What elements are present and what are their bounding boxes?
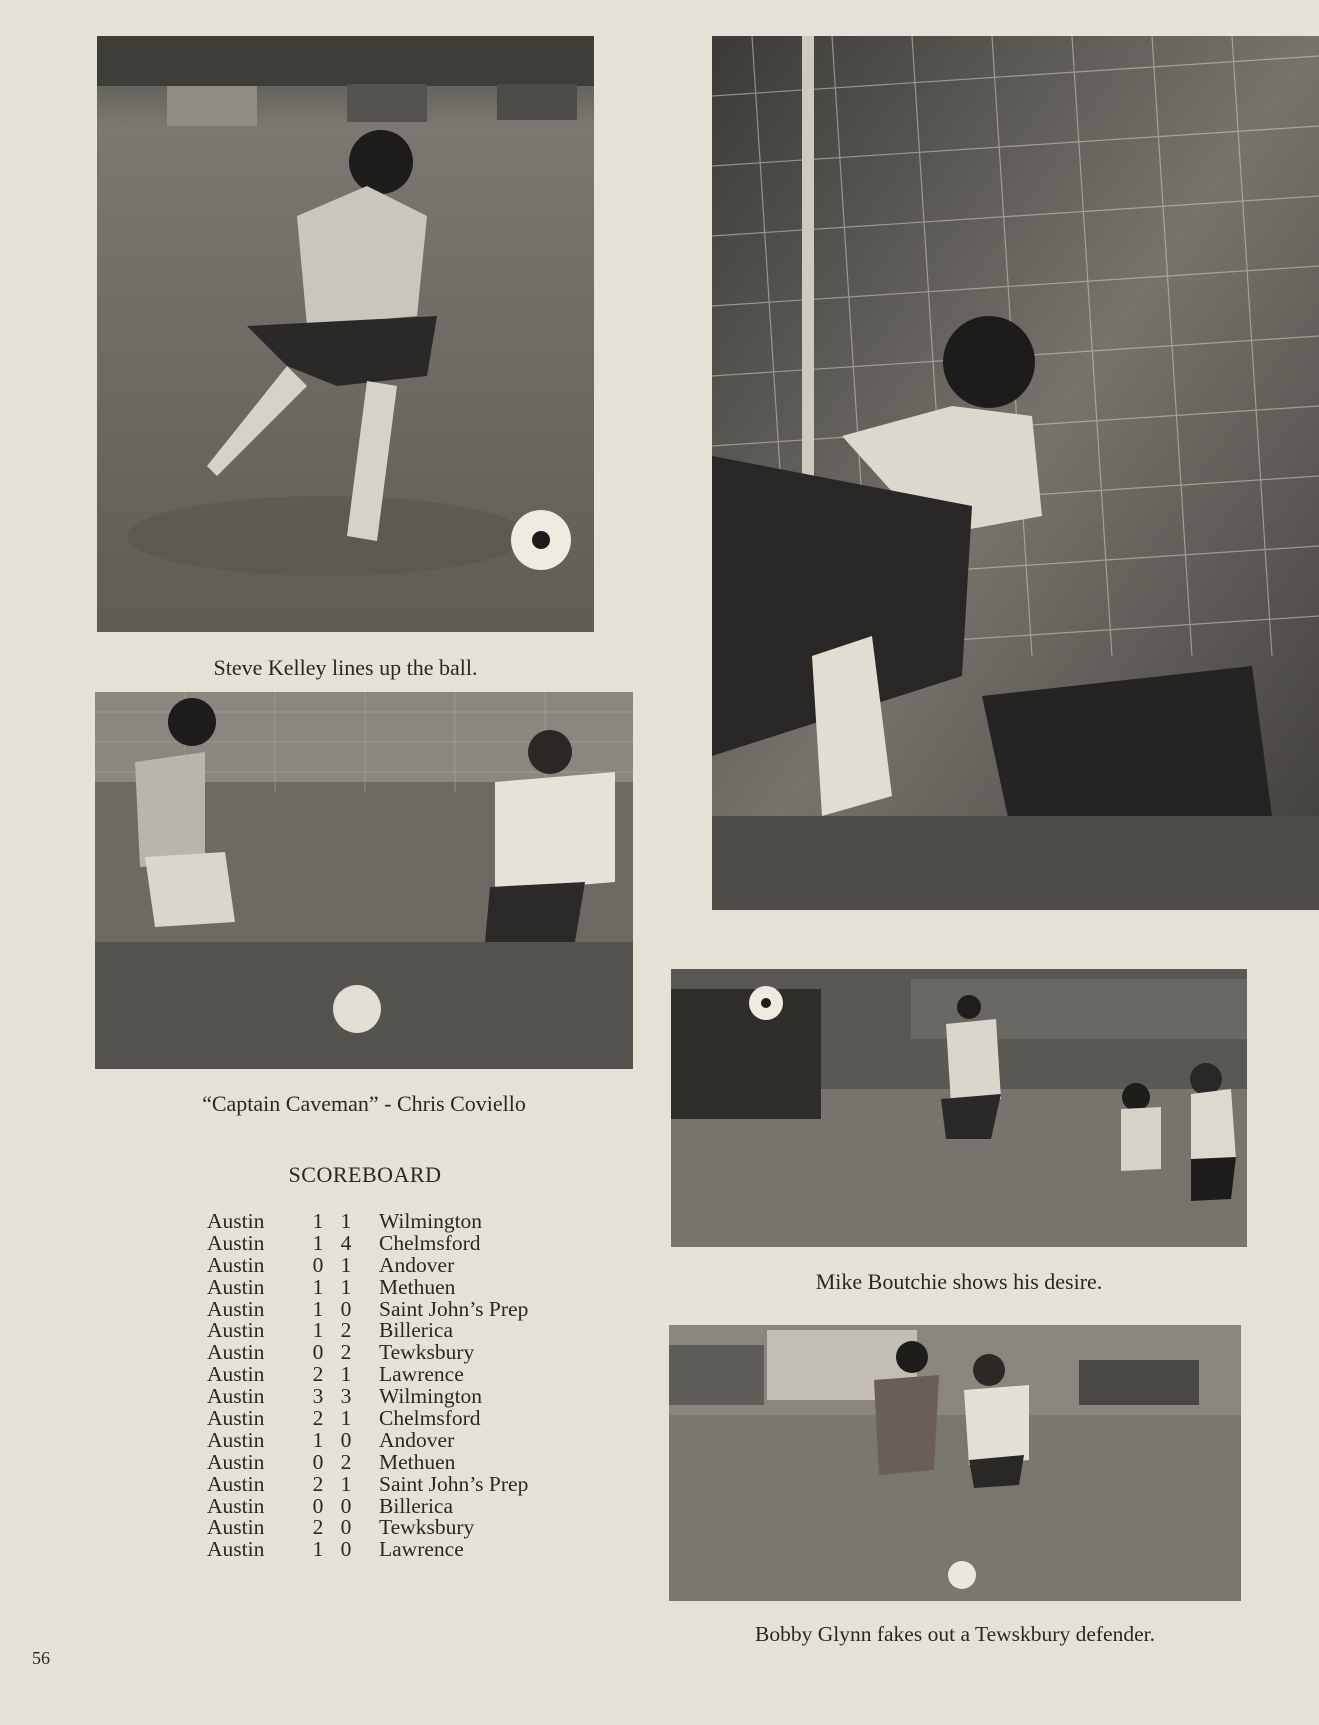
scoreboard-row	[207, 1408, 607, 1430]
scoreboard-score-opponent: 3	[340, 1384, 352, 1409]
scoreboard-opponent: Chelmsford	[379, 1406, 481, 1431]
caption-mike-boutchie: Mike Boutchie shows his desire.	[815, 1269, 1103, 1294]
scoreboard-row	[207, 1427, 607, 1452]
scoreboard-opponent: Methuen	[379, 1274, 456, 1299]
scoreboard-opponent: Wilmington	[379, 1384, 483, 1409]
scoreboard-score-opponent: 1	[340, 1406, 352, 1431]
scoreboard-team: Austin	[207, 1493, 265, 1518]
scoreboard-title: SCOREBOARD	[288, 1162, 442, 1187]
scoreboard-score-austin: 2	[312, 1515, 324, 1540]
scoreboard-table	[207, 1211, 607, 1561]
scoreboard-score-austin: 3	[312, 1384, 324, 1409]
scoreboard-opponent: Saint John’s Prep	[379, 1471, 529, 1496]
scoreboard-opponent: Billerica	[379, 1493, 454, 1518]
photo-mike-boutchie	[671, 969, 1247, 1247]
scoreboard-score-austin: 1	[312, 1318, 324, 1343]
scoreboard-team: Austin	[207, 1384, 265, 1409]
scoreboard-score-opponent: 2	[340, 1340, 352, 1365]
scoreboard-score-opponent: 0	[340, 1296, 352, 1321]
page-number: 56	[32, 1648, 50, 1668]
scoreboard-row	[207, 1471, 607, 1496]
scoreboard-score-opponent: 0	[340, 1515, 352, 1540]
scoreboard-score-austin: 0	[312, 1252, 324, 1277]
scoreboard-team: Austin	[207, 1515, 265, 1540]
scoreboard-opponent: Tewksbury	[379, 1340, 475, 1365]
scoreboard-score-austin: 1	[312, 1274, 324, 1299]
scoreboard-team: Austin	[207, 1230, 265, 1255]
scoreboard-score-austin: 2	[312, 1362, 324, 1387]
scoreboard-row	[207, 1386, 607, 1408]
scoreboard-score-austin: 1	[312, 1427, 324, 1452]
scoreboard-row	[207, 1230, 607, 1255]
caption-bobby-glynn: Bobby Glynn fakes out a Tewskbury defender.	[755, 1622, 1155, 1646]
scoreboard-team: Austin	[207, 1362, 265, 1387]
scoreboard-opponent: Andover	[379, 1252, 455, 1277]
scoreboard-opponent: Lawrence	[379, 1537, 464, 1562]
photo-goalie-save	[712, 36, 1319, 910]
scoreboard-team: Austin	[207, 1449, 265, 1474]
scoreboard-score-opponent: 1	[340, 1471, 352, 1496]
scoreboard-team: Austin	[207, 1252, 265, 1277]
caption-chris-coviello: “Captain Caveman” - Chris Coviello	[202, 1091, 526, 1116]
scoreboard-team: Austin	[207, 1340, 265, 1365]
scoreboard-row	[207, 1517, 607, 1539]
scoreboard-row	[207, 1211, 607, 1233]
photo-chris-coviello	[95, 692, 633, 1069]
scoreboard-row	[207, 1493, 607, 1518]
scoreboard-score-austin: 0	[312, 1340, 324, 1365]
scoreboard-opponent: Tewksbury	[379, 1515, 475, 1540]
scoreboard-score-opponent: 1	[340, 1252, 352, 1277]
scoreboard-score-austin: 1	[312, 1230, 324, 1255]
scoreboard-score-opponent: 1	[340, 1362, 352, 1387]
scoreboard-row	[207, 1449, 607, 1474]
scoreboard-score-austin: 0	[312, 1449, 324, 1474]
scoreboard-score-austin: 1	[312, 1209, 324, 1233]
scoreboard-score-austin: 2	[312, 1471, 324, 1496]
scoreboard-team: Austin	[207, 1296, 265, 1321]
scoreboard-score-opponent: 2	[340, 1318, 352, 1343]
scoreboard-row	[207, 1364, 607, 1386]
scoreboard-score-austin: 1	[312, 1537, 324, 1562]
scoreboard-row	[207, 1342, 607, 1364]
scoreboard-score-opponent: 0	[340, 1537, 352, 1562]
scoreboard-opponent: Methuen	[379, 1449, 456, 1474]
scoreboard-score-opponent: 2	[340, 1449, 352, 1474]
scoreboard-team: Austin	[207, 1471, 265, 1496]
scoreboard-row	[207, 1252, 607, 1277]
scoreboard-opponent: Saint John’s Prep	[379, 1296, 529, 1321]
scoreboard-team: Austin	[207, 1427, 265, 1452]
scoreboard-score-austin: 1	[312, 1296, 324, 1321]
scoreboard-opponent: Andover	[379, 1427, 455, 1452]
scoreboard-score-opponent: 4	[340, 1230, 352, 1255]
scoreboard-team: Austin	[207, 1537, 265, 1562]
scoreboard-score-opponent: 0	[340, 1427, 352, 1452]
scoreboard-team: Austin	[207, 1274, 265, 1299]
scoreboard-row	[207, 1320, 607, 1342]
scoreboard-team: Austin	[207, 1209, 265, 1233]
scoreboard-score-austin: 0	[312, 1493, 324, 1518]
scoreboard-row	[207, 1274, 607, 1299]
scoreboard-opponent: Wilmington	[379, 1209, 483, 1233]
scoreboard-team: Austin	[207, 1318, 265, 1343]
scoreboard-score-opponent: 1	[340, 1274, 352, 1299]
scoreboard-row	[207, 1539, 607, 1561]
scoreboard-opponent: Chelmsford	[379, 1230, 481, 1255]
scoreboard-score-austin: 2	[312, 1406, 324, 1431]
scoreboard-score-opponent: 1	[340, 1209, 352, 1233]
scoreboard-opponent: Billerica	[379, 1318, 454, 1343]
photo-steve-kelley	[97, 36, 594, 632]
scoreboard-team: Austin	[207, 1406, 265, 1431]
photo-bobby-glynn	[669, 1325, 1241, 1601]
caption-steve-kelley: Steve Kelley lines up the ball.	[213, 655, 478, 680]
scoreboard-row	[207, 1296, 607, 1321]
scoreboard-opponent: Lawrence	[379, 1362, 464, 1387]
scoreboard-score-opponent: 0	[340, 1493, 352, 1518]
